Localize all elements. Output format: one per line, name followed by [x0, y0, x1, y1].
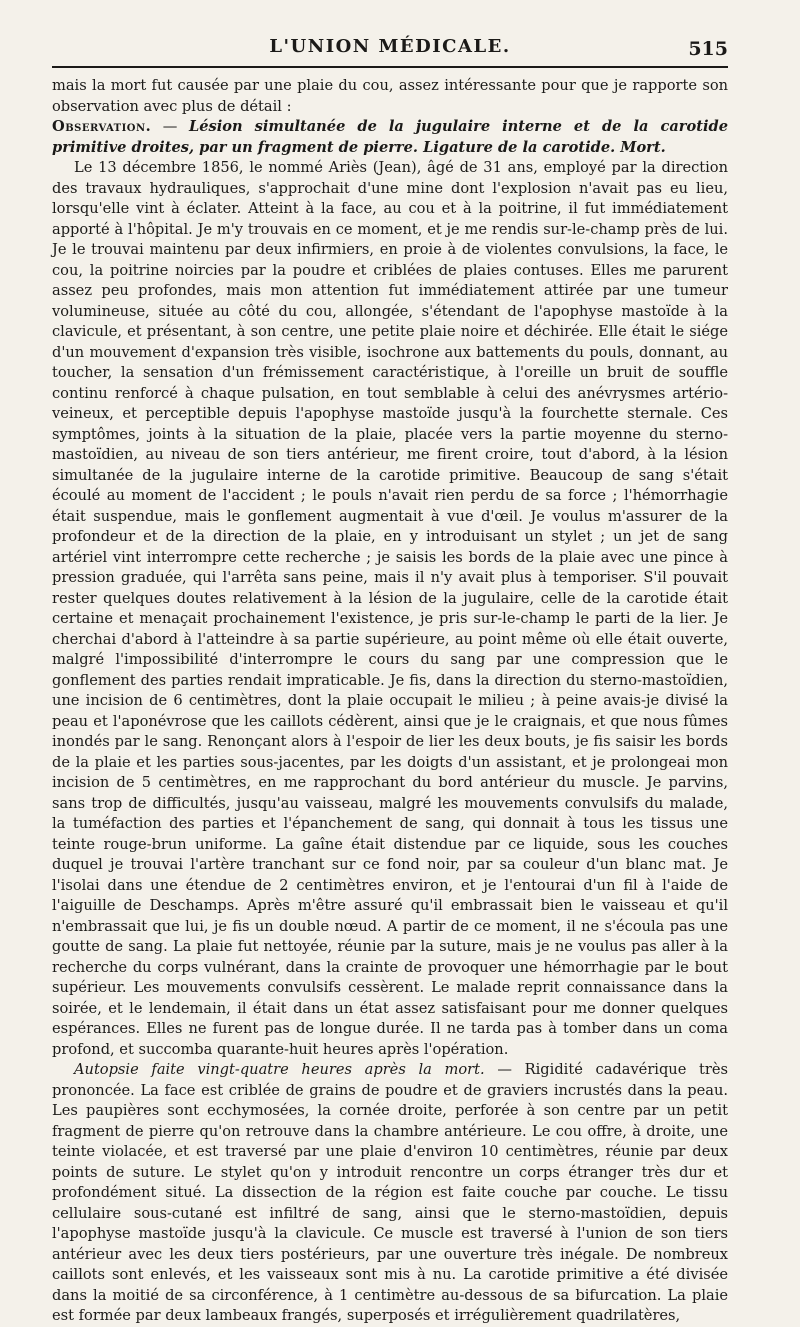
intro-paragraph: mais la mort fut causée par une plaie du cou, assez intéressante pour que je rapporte son observation avec plus de détail : [52, 77, 728, 115]
observation-title: Lésion simultanée de la jugulaire interne et de la carotide primitive droites, par un fragment de pierre. Ligature de la carotide. Mort. [52, 118, 728, 156]
observation-label: Observation. [52, 118, 152, 135]
observation-heading [52, 117, 728, 158]
case-paragraph: Le 13 décembre 1856, le nommé Ariès (Jean), âgé de 31 ans, employé par la direction des travaux hydrauliques, s'approchait d'une mine dont l'explosion n'avait pas eu lieu, lorsqu'elle vint à éclater. Atteint à la face, au cou et à la poitrine, il fut immédiatement apporté à l'hôpital. Je m'y trouvais en ce moment, et je me rendis sur-le-champ près de lui. Je le trouvai maintenu par deux infirmiers, en proie à de violentes convulsions, la face, le cou, la poitrine noircies par la poudre et criblées de plaies contuses. Elles me parurent assez peu profondes, mais mon attention fut immédiatement attirée par une tumeur volumineuse, située au côté du cou, allongée, s'étendant de l'apophyse mastoïde à la clavicule, et présentant, à son centre, une petite plaie noire et déchirée. Elle était le siége d'un mouvement d'expansion très visible, isochrone aux battements du pouls, donnant, au toucher, la sensation d'un frémissement caractéristique, à l'oreille un bruit de souffle continu renforcé à chaque pulsation, en tout semblable à celui des anévrysmes artério-veineux, et perceptible depuis l'apophyse mastoïde jusqu'à la fourchette sternale. Ces symptômes, joints à la situation de la plaie, placée vers la partie moyenne du sterno-mastoïdien, au niveau de son tiers antérieur, me firent croire, tout d'abord, à la lésion simultanée de la jugulaire interne de la carotide primitive. Beaucoup de sang s'était écoulé au moment de l'accident ; le pouls n'avait rien perdu de sa force ; l'hémorrhagie était suspendue, mais le gonflement augmentait à vue d'œil. Je voulus m'assurer de la profondeur et de la direction de la plaie, en y introduisant un stylet ; un jet de sang artériel vint interrompre cette recherche ; je saisis les bords de la plaie avec une pince à pression graduée, qui l'arrêta sans peine, mais il n'y avait plus à temporiser. S'il pouvait rester quelques doutes relativement à la lésion de la jugulaire, celle de la carotide était certaine et menaçait prochainement l'existence, je pris sur-le-champ le parti de la lier. Je cherchai d'abord à l'atteindre à sa partie supérieure, au point même où elle était ouverte, malgré l'impossibilité d'interrompre le cours du sang par une compression que le gonflement des parties rendait impraticable. Je fis, dans la direction du sterno-mastoïdien, une incision de 6 centimètres, dont la plaie occupait le milieu ; à peine avais-je divisé la peau et l'aponévrose que les caillots cédèrent, ainsi que je le craignais, et que nous fûmes inondés par le sang. Renonçant alors à l'espoir de lier les deux bouts, je fis saisir les bords de la plaie et les parties sous-jacentes, par les doigts d'un assistant, et je prolongeai mon incision de 5 centimètres, en me rapprochant du bord antérieur du muscle. Je parvins, sans trop de difficultés, jusqu'au vaisseau, malgré les mouvements convulsifs du malade, la tuméfaction des parties et l'épanchement de sang, qui donnait à tous les tissus une teinte rouge-brun uniforme. La gaîne était distendue par ce liquide, sous les couches duquel je trouvai l'artère tranchant sur ce fond noir, par sa couleur d'un blanc mat. Je l'isolai dans une étendue de 2 centimètres environ, et je l'entourai d'un fil à l'aide de l'aiguille de Deschamps. Après m'être assuré qu'il embrassait bien le vaisseau et qu'il n'embrassait que lui, je fis un double nœud. A partir de ce moment, il ne s'écoula pas une goutte de sang. La plaie fut nettoyée, réunie par la suture, mais je ne voulus pas aller à la recherche du corps vulnérant, dans la crainte de provoquer une hémorrhagie par le bout supérieur. Les mouvements convulsifs cessèrent. Le malade reprit connaissance dans la soirée, et le lendemain, il était dans un état assez satisfaisant pour me donner quelques espérances. Elles ne furent pas de longue durée. Il ne tarda pas à tomber dans un coma profond, et succomba quarante-huit heures après l'opération. [52, 159, 728, 1058]
header-rule [52, 66, 728, 68]
running-title: L'UNION MÉDICALE. [269, 36, 511, 57]
autopsy-dash: — [484, 1061, 525, 1078]
article-body [52, 76, 728, 1327]
autopsy-label: Autopsie faite vingt-quatre heures après la mort. [74, 1061, 485, 1078]
autopsy-text: Rigidité cadavérique très prononcée. La face est criblée de grains de poudre et de graviers incrustés dans la peau. Les paupières sont ecchymosées, la cornée droite, perforée à son centre par un petit fragment de pierre qu'on retrouve dans la chambre antérieure. Le cou offre, à droite, une teinte violacée, et est traversé par une plaie d'environ 10 centimètres, réunie par deux points de suture. Le stylet qu'on y introduit rencontre un corps étranger très dur et profondément situé. La dissection de la région est faite couche par couche. Le tissu cellulaire sous-cutané est infiltré de sang, ainsi que le sterno-mastoïdien, depuis l'apophyse mastoïde jusqu'à la clavicule. Ce muscle est traversé à l'union de son tiers antérieur avec les deux tiers postérieurs, par une ouverture très inégale. De nombreux caillots sont enlevés, et les vaisseaux sont mis à nu. La carotide primitive a été divisée dans la moitié de sa circonférence, à 1 centimètre au-dessous de sa bifurcation. La plaie est formée par deux lambeaux frangés, superposés et irrégulièrement quadrilatères, [52, 1061, 728, 1324]
observation-dash: — [151, 118, 189, 135]
page-header [52, 30, 728, 66]
autopsy-paragraph [52, 1060, 728, 1327]
page-number: 515 [688, 38, 728, 60]
